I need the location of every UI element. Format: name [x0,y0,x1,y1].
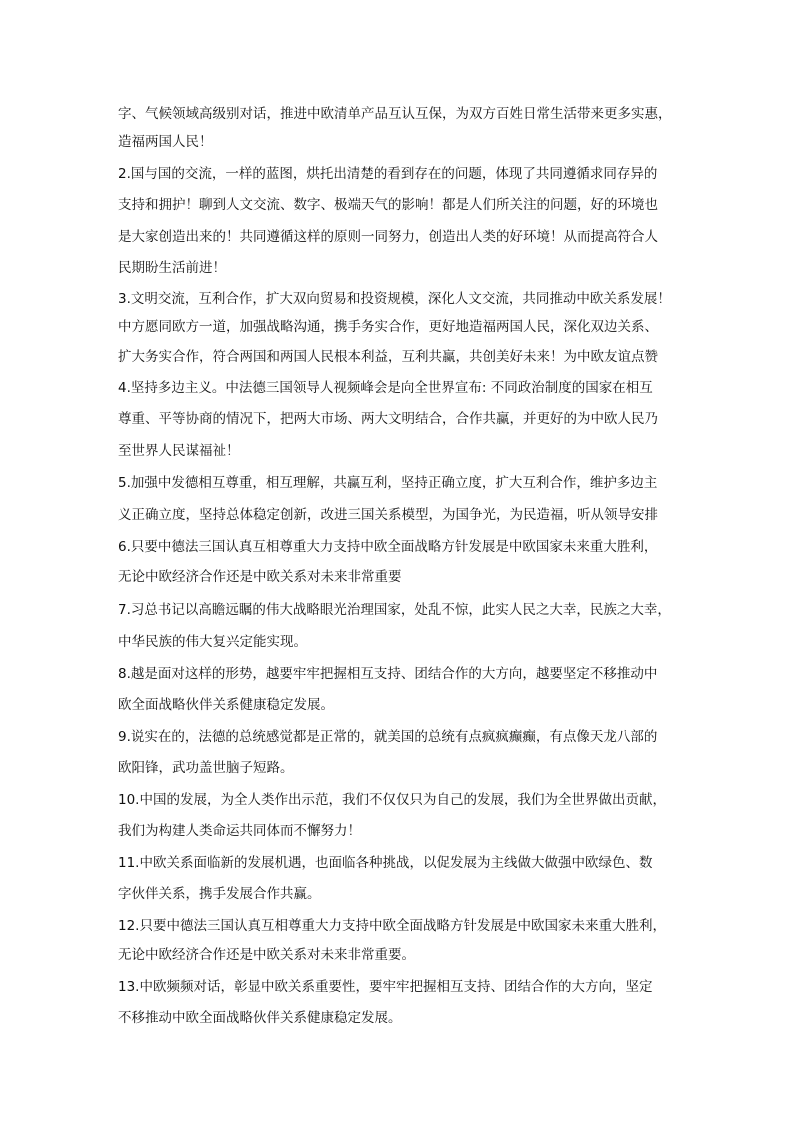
text-line: 无论中欧经济合作还是中欧关系对未来非常重要。 [118,947,415,963]
text-line: 尊重、平等协商的情况下，把两大市场、两大文明结合，合作共赢，并更好的为中欧人民乃 [118,411,658,427]
text-line: 4.坚持多边主义。中法德三国领导人视频峰会是向全世界宣布: 不同政治制度的国家在相互 [118,380,653,396]
text-line: 造福两国人民！ [118,134,213,150]
text-line: 12.只要中德法三国认真互相尊重大力支持中欧全面战略方针发展是中欧国家未来重大胜利， [118,918,666,934]
text-line: 7.习总书记以高瞻远瞩的伟大战略眼光治理国家，处乱不惊，此实人民之大幸，民族之大幸， [118,602,671,618]
text-line: 义正确立度，坚持总体稳定创新，改进三国关系模型，为国争光，为民造福，听从领导安排 [118,507,658,523]
text-line: 扩大务实合作，符合两国和两国人民根本利益，互利共赢，共创美好未来！为中欧友谊点赞 [118,349,658,365]
text-line: 无论中欧经济合作还是中欧关系对未来非常重要 [118,569,402,585]
text-line: 至世界人民谋福祉！ [118,443,240,459]
text-line: 是大家创造出来的！共同遵循这样的原则一同努力，创造出人类的好环境！从而提高符合人 [118,229,658,245]
text-line: 我们为构建人类命运共同体而不懈努力！ [118,823,361,839]
text-line: 字、气候领域高级别对话，推进中欧清单产品互认互保，为双方百姓日常生活带来更多实惠， [118,106,672,122]
text-line: 5.加强中发德相互尊重，相互理解，共赢互利，坚持正确立度，扩大互利合作，维护多边主 [118,475,658,491]
text-line: 支持和拥护！聊到人文交流、数字、极端天气的影响！都是人们所关注的问题，好的环境也 [118,197,658,213]
text-line: 6.只要中德法三国认真互相尊重大力支持中欧全面战略方针发展是中欧国家未来重大胜利， [118,539,658,555]
text-line: 2.国与国的交流，一样的蓝图，烘托出清楚的看到存在的问题，体现了共同遵循求同存异的 [118,166,658,182]
text-line: 中华民族的伟大复兴定能实现。 [118,634,307,650]
text-line: 欧全面战略伙伴关系健康稳定发展。 [118,697,334,713]
text-line: 不移推动中欧全面战略伙伴关系健康稳定发展。 [118,1010,402,1026]
text-line: 8.越是面对这样的形势，越要牢牢把握相互支持、团结合作的大方向，越要坚定不移推动中 [118,666,658,682]
text-line: 中方愿同欧方一道，加强战略沟通，携手务实合作，更好地造福两国人民，深化双边关系、 [118,319,658,335]
text-line: 欧阳锋，武功盖世脑子短路。 [118,760,294,776]
text-line: 字伙伴关系，携手发展合作共赢。 [118,886,321,902]
text-line: 民期盼生活前进！ [118,260,226,276]
text-line: 10.中国的发展，为全人类作出示范，我们不仅仅只为自己的发展，我们为全世界做出贡献， [118,792,666,808]
text-line: 13.中欧频频对话，彰显中欧关系重要性，要牢牢把握相互支持、团结合作的大方向，坚定 [118,979,653,995]
text-line: 9.说实在的，法德的总统感觉都是正常的，就美国的总统有点疯疯癫癫，有点像天龙八部的 [118,729,658,745]
text-line: 11.中欧关系面临新的发展机遇，也面临各种挑战，以促发展为主线做大做强中欧绿色、数 [118,855,653,871]
text-line: 3.文明交流，互利合作，扩大双向贸易和投资规模，深化人文交流，共同推动中欧关系发展！ [118,291,671,307]
